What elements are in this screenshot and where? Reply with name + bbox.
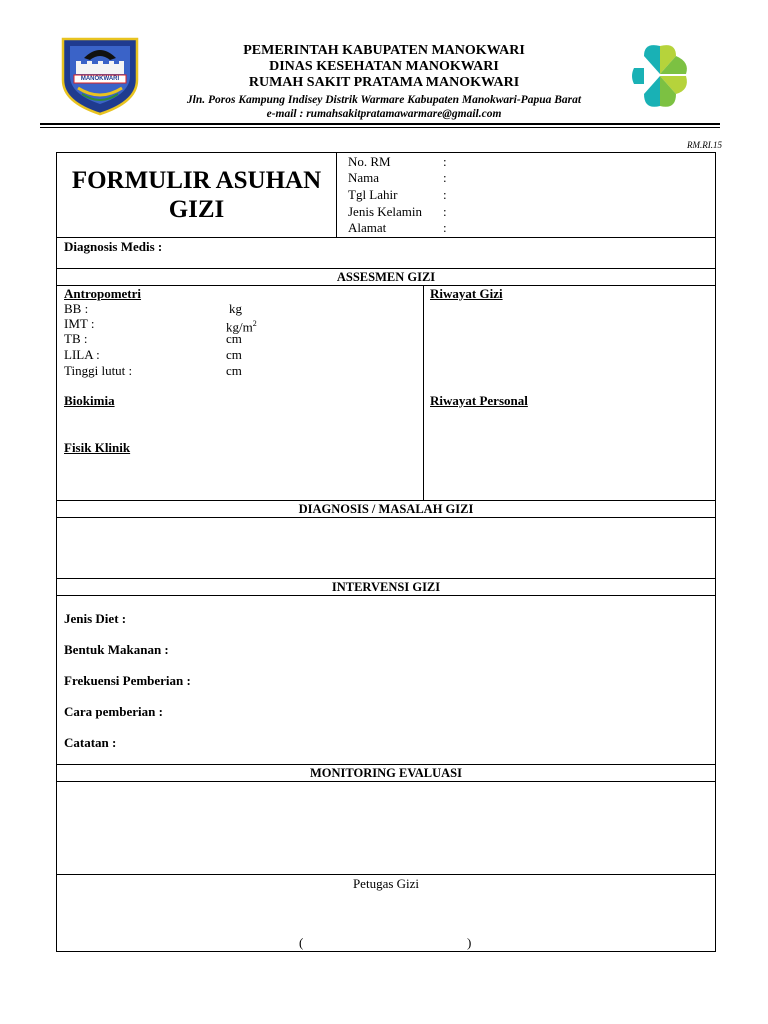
bb-label: BB : — [64, 301, 89, 316]
bb-unit: kg — [229, 301, 242, 316]
section-title-monitoring: MONITORING EVALUASI — [309, 766, 462, 780]
cara-pemberian-label: Cara pemberian : — [64, 704, 163, 719]
frekuensi-pemberian-label: Frekuensi Pemberian : — [64, 673, 191, 688]
biokimia-label: Biokimia — [64, 393, 115, 408]
header-line-2: DINAS KESEHATAN MANOKWARI — [269, 59, 499, 74]
divider — [56, 285, 716, 286]
divider — [56, 595, 716, 596]
form-code: RM.RI.15 — [687, 140, 722, 150]
imt-unit-sup: 2 — [252, 319, 257, 328]
riwayat-gizi-label: Riwayat Gizi — [430, 286, 503, 301]
divider — [56, 764, 716, 765]
divider — [336, 152, 337, 238]
fisik-klinik-label: Fisik Klinik — [64, 440, 131, 455]
header-rule-thin — [40, 127, 720, 128]
field-nama: Nama — [348, 170, 380, 185]
jenis-diet-label: Jenis Diet : — [64, 611, 127, 626]
divider — [56, 781, 716, 782]
field-alamat: Alamat — [348, 220, 387, 235]
field-alamat-sep: : — [443, 220, 447, 235]
imt-unit-text: kg/m — [226, 319, 253, 335]
bentuk-makanan-label: Bentuk Makanan : — [64, 642, 169, 657]
header-line-3: RUMAH SAKIT PRATAMA MANOKWARI — [248, 75, 520, 90]
header-line-1: PEMERINTAH KABUPATEN MANOKWARI — [243, 43, 525, 58]
divider — [56, 517, 716, 518]
petugas-gizi-label: Petugas Gizi — [352, 876, 420, 891]
header-rule-thick — [40, 123, 720, 125]
diagnosis-medis-label: Diagnosis Medis : — [64, 239, 163, 254]
lila-label: LILA : — [64, 347, 100, 362]
divider — [56, 578, 716, 579]
form-title-line-1: FORMULIR ASUHAN — [71, 167, 322, 194]
signature-close-paren: ) — [467, 935, 472, 950]
tb-label: TB : — [64, 331, 88, 346]
divider — [56, 237, 716, 238]
form-title-line-2: GIZI — [168, 196, 225, 223]
divider — [423, 285, 424, 500]
field-jenis-kelamin-sep: : — [443, 204, 447, 219]
field-tgl-lahir-sep: : — [443, 187, 447, 202]
tb-unit: cm — [226, 331, 242, 346]
field-no-rm-sep: : — [443, 154, 447, 169]
tinggi-lutut-unit: cm — [226, 363, 242, 378]
catatan-label: Catatan : — [64, 735, 117, 750]
lila-unit: cm — [226, 347, 242, 362]
section-title-intervensi: INTERVENSI GIZI — [331, 580, 441, 594]
divider — [56, 268, 716, 269]
field-nama-sep: : — [443, 170, 447, 185]
tinggi-lutut-label: Tinggi lutut : — [64, 363, 133, 378]
antropometri-label: Antropometri — [64, 286, 142, 301]
logo-caption: MANOKWARI — [80, 76, 120, 82]
header-email: e-mail : rumahsakitpratamawarmare@gmail.com — [266, 108, 502, 120]
field-tgl-lahir: Tgl Lahir — [348, 187, 398, 202]
divider — [56, 874, 716, 875]
field-jenis-kelamin: Jenis Kelamin — [348, 204, 423, 219]
section-title-assesmen: ASSESMEN GIZI — [336, 270, 436, 284]
imt-label: IMT : — [64, 316, 95, 331]
riwayat-personal-label: Riwayat Personal — [430, 393, 528, 408]
section-title-diagnosis-gizi: DIAGNOSIS / MASALAH GIZI — [298, 502, 474, 516]
field-no-rm: No. RM — [348, 154, 391, 169]
header-address: Jln. Poros Kampung Indisey Distrik Warmare Kabupaten Manokwari-Papua Barat — [186, 94, 582, 106]
form-title — [57, 166, 336, 224]
divider — [56, 500, 716, 501]
signature-open-paren: ( — [299, 935, 304, 950]
